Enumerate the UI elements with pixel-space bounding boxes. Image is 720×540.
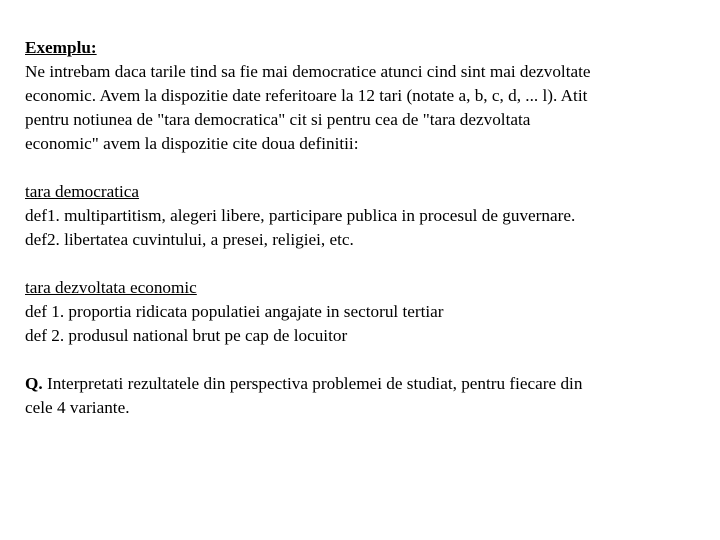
economic-heading <box>25 276 705 300</box>
question-section <box>25 372 705 420</box>
democratic-heading <box>25 180 705 204</box>
democratic-def1: def1. multipartitism, alegeri libere, participare publica in procesul de guvernare. <box>25 206 576 225</box>
question-line-1 <box>25 372 705 396</box>
question-label: Q. <box>25 374 43 393</box>
democratic-def2: def2. libertatea cuvintului, a presei, religiei, etc. <box>25 230 354 249</box>
intro-section <box>25 36 705 156</box>
intro-line-4: economic" avem la dispozitie cite doua definitii: <box>25 134 359 153</box>
democratic-section <box>25 180 705 252</box>
intro-line-3: pentru notiunea de "tara democratica" cit si pentru cea de "tara dezvoltata <box>25 110 531 129</box>
question-line-2: cele 4 variante. <box>25 398 130 417</box>
democratic-heading-text: tara democratica <box>25 182 140 201</box>
question-text: Interpretati rezultatele din perspectiva problemei de studiat, pentru fiecare din <box>46 374 583 393</box>
intro-line-2: economic. Avem la dispozitie date referitoare la 12 tari (notate a, b, c, d, ... l). Atit <box>25 86 588 105</box>
economic-heading-text: tara dezvoltata economic <box>25 278 197 297</box>
economic-def2: def 2. produsul national brut pe cap de locuitor <box>25 326 348 345</box>
economic-def1: def 1. proportia ridicata populatiei angajate in sectorul tertiar <box>25 302 444 321</box>
intro-line-1: Ne intrebam daca tarile tind sa fie mai democratice atunci cind sint mai dezvoltate <box>25 62 591 81</box>
example-heading: Exemplu: <box>25 38 97 57</box>
economic-section <box>25 276 705 348</box>
